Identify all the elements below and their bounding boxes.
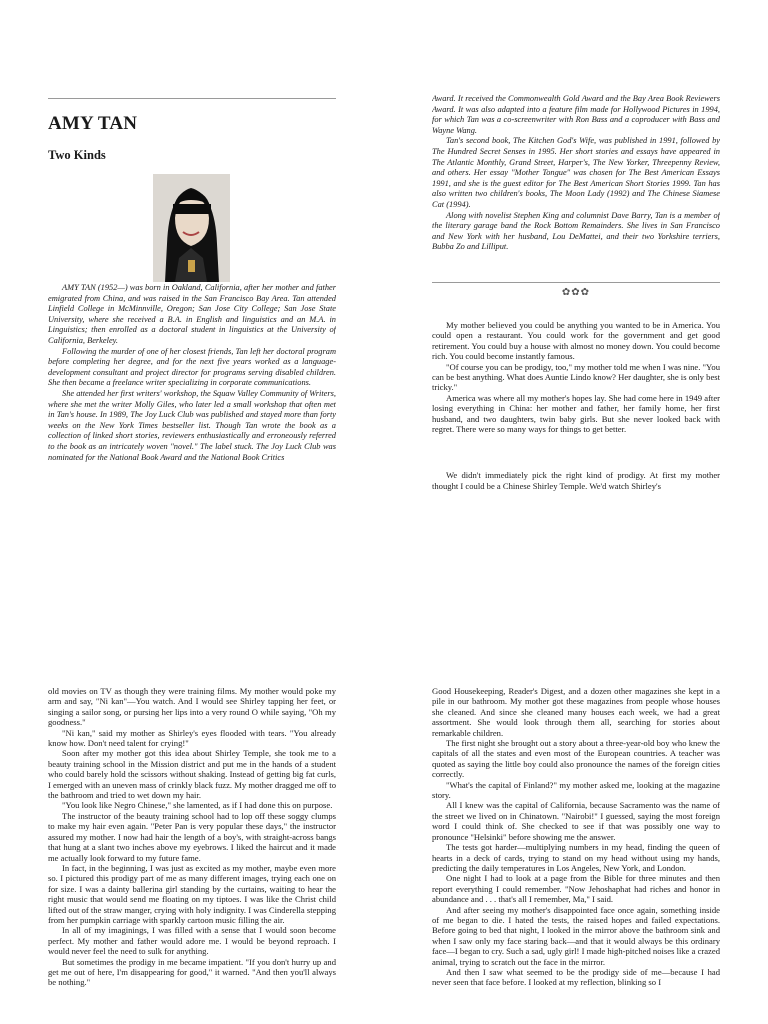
story-paragraph: My mother believed you could be anything you wanted to be in America. You could open a restaurant. You could work for the government and get good retirement. You could buy a house with almost no money down. You could become rich. You could become instantly famous. <box>432 320 720 362</box>
story-paragraph: The instructor of the beauty training school had to lop off these soggy clumps to make my hair even again. "Peter Pan is very popular these days," the instructor assured my mother. I now had hair the length of a boy's, with straight-across bangs that hung at a slant two inches above my eyebrows. I liked the haircut and it made me actually look forward to my future fame. <box>48 810 336 863</box>
story-paragraph: But sometimes the prodigy in me became impatient. "If you don't hurry up and get me out of here, I'm disappearing for good," it warned. "And then you'll always be nothing." <box>48 956 336 988</box>
story-top-right-column <box>432 320 720 500</box>
bio-paragraph: Along with novelist Stephen King and columnist Dave Barry, Tan is a member of the literary garage band the Rock Bottom Remainders. She lives in San Francisco and New York with her husband, Lou DeMattei, and their two Yorkshire terriers, Bubba Zo and Lilliput. <box>432 210 720 252</box>
bio-left-column <box>48 283 336 493</box>
story-paragraph: And then I saw what seemed to be the prodigy side of me—because I had never seen that face before. I looked at my reflection, blinking so I <box>432 966 720 988</box>
story-paragraph: And after seeing my mother's disappointed face once again, something inside of me began to die. I hated the tests, the raised hopes and failed expectations. Before going to bed that night, I looked in the mirror above the bathroom sink and when I saw only my face staring back—and that it would always be this ordinary face—I began to cry. Such a sad, ugly girl! I made high-pitched noises like a crazed animal, trying to scratch out the face in the mirror. <box>432 904 720 967</box>
story-paragraph: "Ni kan," said my mother as Shirley's eyes flooded with tears. "You already know how. Don't need talent for crying!" <box>48 727 336 749</box>
story-paragraph: One night I had to look at a page from the Bible for three minutes and then report everything I could remember. "Now Jehoshaphat had riches and honor in abundance and . . . that's all I remember, Ma," I said. <box>432 873 720 905</box>
story-paragraph: All I knew was the capital of California, because Sacramento was the name of the street we lived on in Chinatown. "Nairobi!" I guessed, saying the most foreign word I could think of. She checked to see if that was possibly one way to pronounce "Helsinki" before showing me the answer. <box>432 800 720 842</box>
story-paragraph: In fact, in the beginning, I was just as excited as my mother, maybe even more so. I pictured this prodigy part of me as many different images, trying each one on for size. I was a dainty ballerina girl standing by the curtains, waiting to hear the right music that would send me floating on my tiptoes. I was like the Christ child lifted out of the straw manger, crying with holy indignity. I was Cinderella stepping from her pumpkin carriage with sparkly cartoon music filling the air. <box>48 862 336 925</box>
story-paragraph: old movies on TV as though they were training films. My mother would poke my arm and say, "Ni kan"—You watch. And I would see Shirley tapping her feet, or singing a sailor song, or pursing her lips into a very round O while saying, "Oh my goodness." <box>48 686 336 728</box>
bio-paragraph: AMY TAN (1952—) was born in Oakland, California, after her mother and father emigrated from China, and was raised in the San Francisco Bay Area. Tan attended Linfield College in McMinnville, Oregon; San Jose City College; San Jose State University, where she received a B.A. in English and linguistics and an M.A. in Linguistics; then enrolled as a doctoral student in linguistics at the University of California, Berkeley. <box>48 283 336 345</box>
bio-paragraph: She attended her first writers' workshop, the Squaw Valley Community of Writers, where she met the writer Molly Giles, who later led a small workshop that often met in Tan's house. In 1989, The Joy Luck Club was published and stayed more than forty weeks on the New York Times bestseller list. Though Tan wrote the book as a collection of linked short stories, reviewers enthusiastically and erroneously referred to the book as an intricately woven "novel." The label stuck. The Joy Luck Club was nominated for the National Book Award and the National Book Critics <box>48 388 336 462</box>
top-rule-right <box>432 282 720 283</box>
bio-right-column <box>432 94 720 270</box>
author-photo-illustration <box>153 174 230 282</box>
author-photo <box>153 174 230 282</box>
story-paragraph: "What's the capital of Finland?" my mother asked me, looking at the magazine story. <box>432 779 720 801</box>
story-title: Two Kinds <box>48 148 106 162</box>
paragraph-gap <box>432 434 720 470</box>
story-paragraph: America was where all my mother's hopes lay. She had come here in 1949 after losing everything in China: her mother and father, her family home, her first husband, and two daughters, twin baby girls. But she never looked back with regret. There were so many ways for things to get better. <box>432 392 720 435</box>
bio-paragraph: Award. It received the Commonwealth Gold Award and the Bay Area Book Reviewers Award. It was also adapted into a feature film made for Hollywood Pictures in 1994, for which Tan was a co-screenwriter with Ron Bass and a coproducer with Bass and Wayne Wang. <box>432 94 720 135</box>
story-paragraph: "Of course you can be prodigy, too," my mother told me when I was nine. "You can be best anything. What does Auntie Lindo know? Her daughter, she is only best tricky." <box>432 361 720 393</box>
story-paragraph: We didn't immediately pick the right kind of prodigy. At first my mother thought I could be a Chinese Shirley Temple. We'd watch Shirley's <box>432 470 720 491</box>
story-paragraph: The first night she brought out a story about a three-year-old boy who knew the capitals of all the states and even most of the European countries. A teacher was quoted as saying the little boy could also pronounce the names of the foreign cities correctly. <box>432 738 720 780</box>
story-bottom-left-column <box>48 686 336 1020</box>
story-paragraph: In all of my imaginings, I was filled with a sense that I would soon become perfect. My mother and father would adore me. I would be beyond reproach. I would never feel the need to sulk for anything. <box>48 925 336 957</box>
author-heading: AMY TAN <box>48 113 138 134</box>
story-paragraph: Good Housekeeping, Reader's Digest, and a dozen other magazines she kept in a pile in our bathroom. My mother got these magazines from people whose houses she cleaned. And since she cleaned many houses each week, we had a great assortment. She would look through them all, searching for stories about remarkable children. <box>432 686 720 738</box>
story-bottom-right-column <box>432 686 720 1020</box>
top-rule-left <box>48 98 336 99</box>
story-paragraph: The tests got harder—multiplying numbers in my head, finding the queen of hearts in a deck of cards, trying to stand on my head without using my hands, predicting the daily temperatures in Los Angeles, New York, and London. <box>432 842 720 873</box>
bio-paragraph: Following the murder of one of her closest friends, Tan left her doctoral program before completing her degree, and for the next five years worked as a language-development consultant and project director for programs serving disabled children. She then became a freelance writer specializing in corporate communications. <box>48 346 336 388</box>
section-ornament: ✿✿✿ <box>561 287 591 298</box>
bio-paragraph: Tan's second book, The Kitchen God's Wife, was published in 1991, followed by The Hundred Secret Senses in 1995. Her short stories and essays have appeared in The Atlantic Monthly, Grand Street, Harper's, The New Yorker, Threepenny Review, and others. Her essay "Mother Tongue" was chosen for The Best American Essays 1991, and she is the guest editor for The Best American Short Stories 1999. Tan has also written two children's books, The Moon Lady (1992) and The Chinese Siamese Cat (1994). <box>432 136 720 209</box>
story-paragraph: Soon after my mother got this idea about Shirley Temple, she took me to a beauty training school in the Mission district and put me in the hands of a student who could barely hold the scissors without shaking. Instead of getting big fat curls, I emerged with an uneven mass of crinkly black fuzz. My mother dragged me off to the bathroom and tried to wet down my hair. <box>48 748 336 801</box>
story-paragraph: "You look like Negro Chinese," she lamented, as if I had done this on purpose. <box>62 800 333 811</box>
